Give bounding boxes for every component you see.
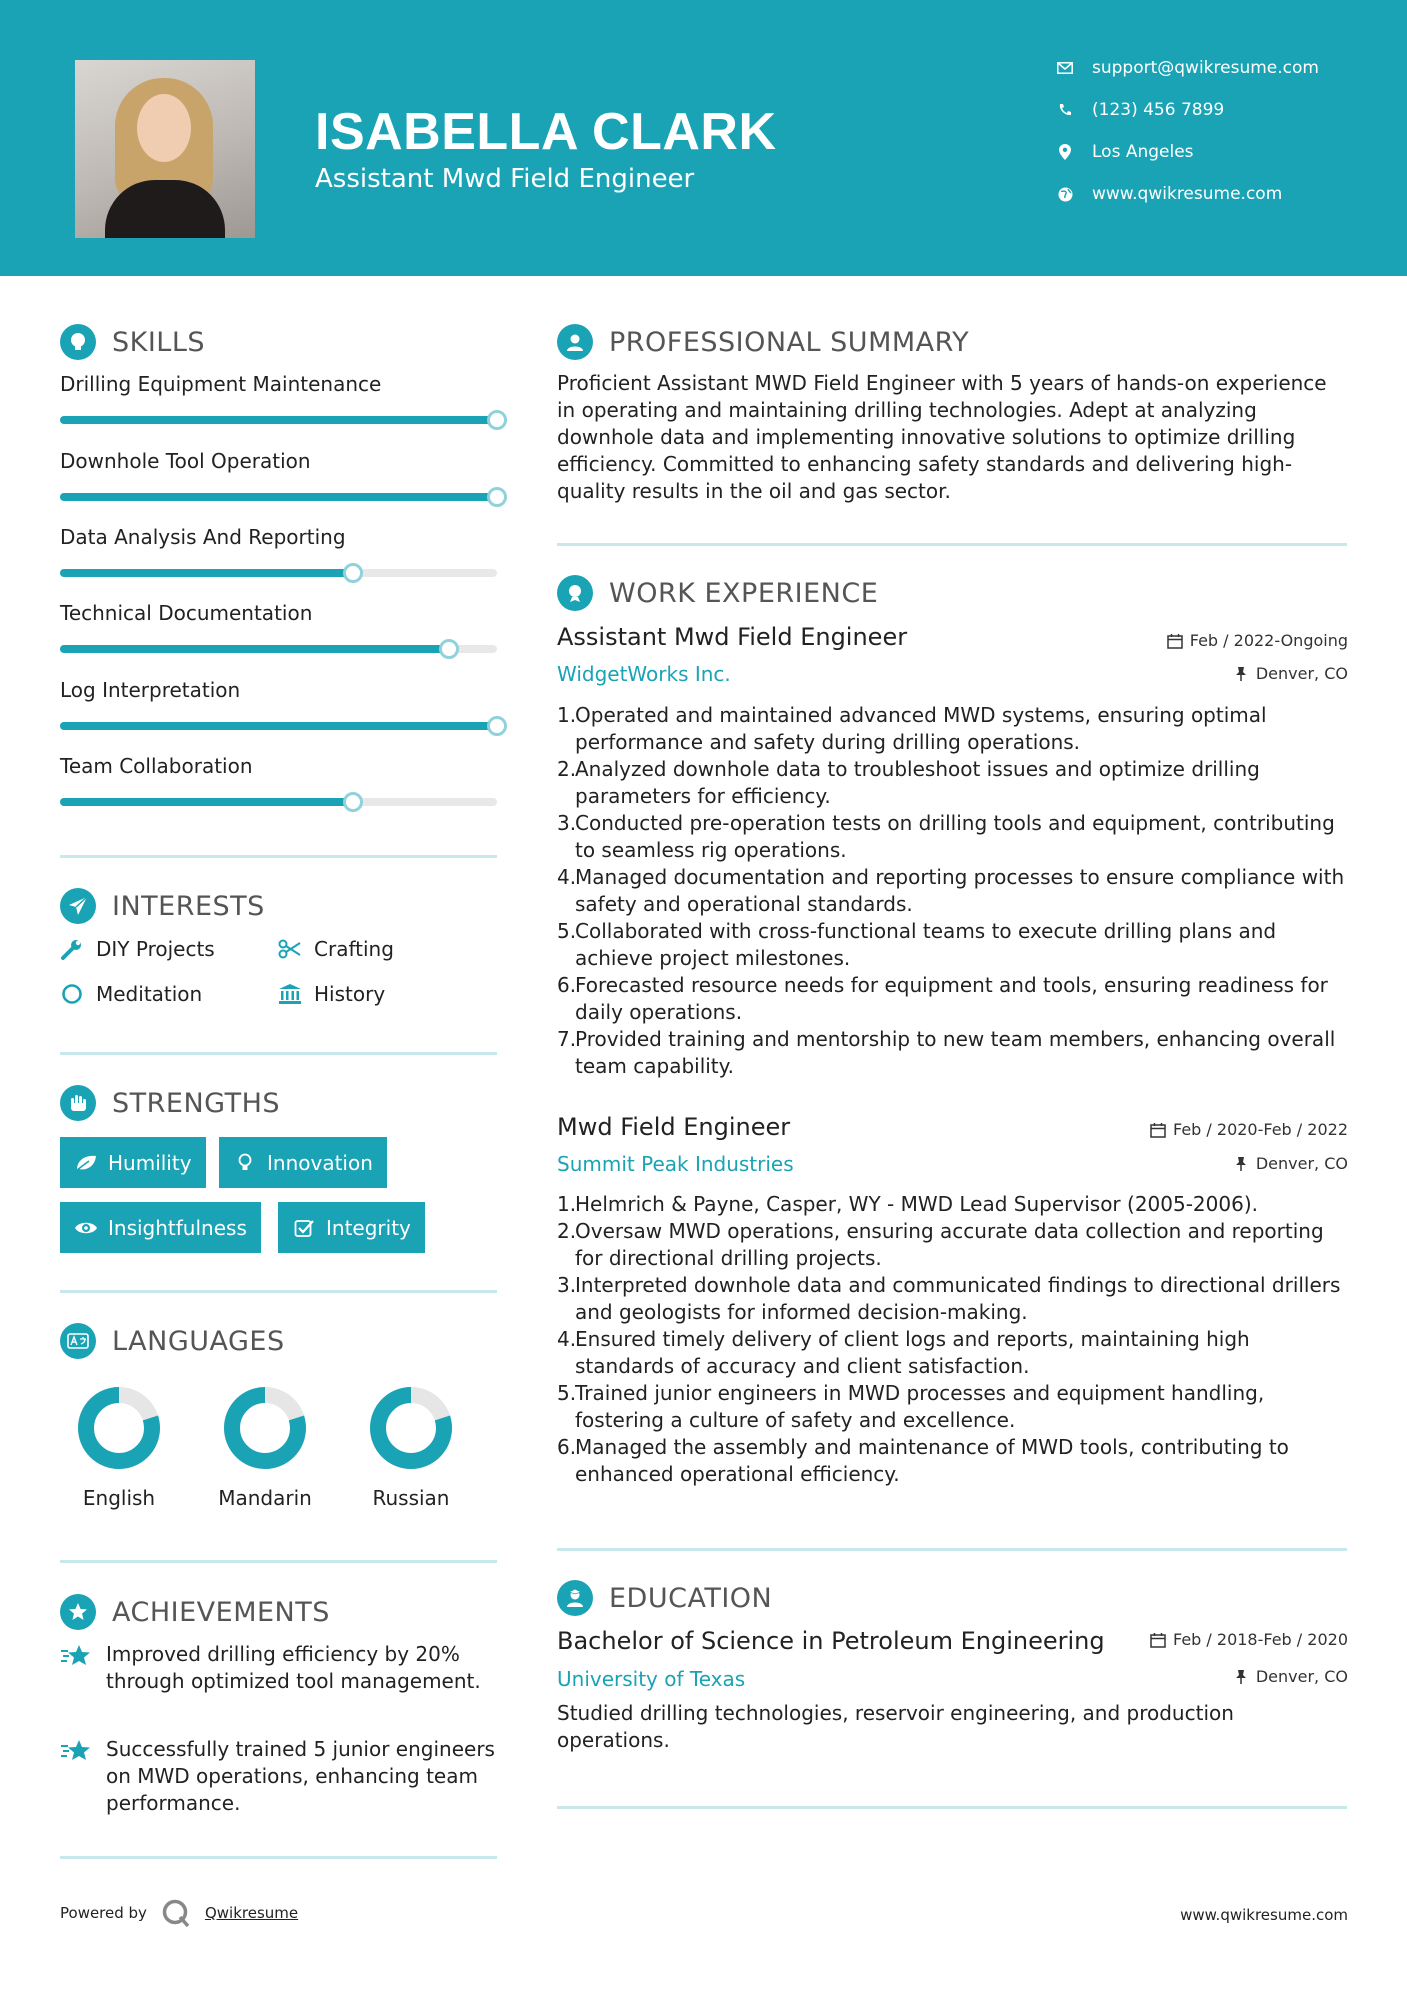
- education-location: [1232, 1667, 1348, 1686]
- graduation-icon: [557, 1580, 593, 1616]
- interests-heading-text: INTERESTS: [112, 890, 265, 922]
- language-item: [205, 1384, 325, 1510]
- skill-bar: [60, 722, 497, 730]
- achievement-item: [60, 1736, 500, 1817]
- list-item: 3. Interpreted downhole data and communicated findings to directional drillers and geologists for informed decision-making.: [557, 1273, 1341, 1324]
- strength-label: Insightfulness: [108, 1215, 247, 1240]
- job-location: [1232, 664, 1348, 683]
- interests-heading: [60, 888, 265, 924]
- section-divider: [60, 855, 497, 858]
- skill-label: Log Interpretation: [60, 678, 241, 702]
- list-item: 4. Managed documentation and reporting processes to ensure compliance with safety and operational standards.: [557, 865, 1345, 916]
- lightbulb-icon: [60, 324, 96, 360]
- skills-heading: [60, 324, 205, 360]
- experience-heading: [557, 575, 878, 611]
- job-title: Assistant Mwd Field Engineer: [557, 623, 908, 651]
- languages-heading: [60, 1323, 285, 1359]
- language-donut: [75, 1384, 163, 1472]
- job-dates-text: Feb / 2022-Ongoing: [1189, 631, 1348, 650]
- language-label: Mandarin: [218, 1486, 312, 1510]
- candidate-title: Assistant Mwd Field Engineer: [315, 164, 695, 194]
- job-location-text: Denver, CO: [1255, 664, 1348, 683]
- skill-bar: [60, 645, 497, 653]
- job-company: WidgetWorks Inc.: [557, 662, 731, 686]
- hand-icon: [60, 1085, 96, 1121]
- experience-heading-text: WORK EXPERIENCE: [609, 577, 879, 609]
- language-label: Russian: [372, 1486, 450, 1510]
- summary-heading: [557, 324, 969, 360]
- section-divider: [60, 1052, 497, 1055]
- achievement-item: [60, 1641, 500, 1695]
- achievements-heading: [60, 1594, 330, 1630]
- section-divider: [60, 1290, 497, 1293]
- list-item: 6. Forecasted resource needs for equipment and tools, ensuring readiness for daily operations.: [557, 973, 1328, 1024]
- candidate-name: ISABELLA CLARK: [315, 103, 777, 161]
- list-item: 4. Ensured timely delivery of client logs and reports, maintaining high standards of accuracy and client satisfaction.: [557, 1327, 1250, 1378]
- skill-label: Data Analysis And Reporting: [60, 525, 346, 549]
- section-divider: [557, 1548, 1347, 1551]
- lightbulb-icon: [233, 1151, 257, 1175]
- interest-label: Crafting: [314, 937, 394, 961]
- strength-tag: [219, 1137, 387, 1188]
- interest-label: Meditation: [96, 982, 203, 1006]
- interest-item: [278, 982, 385, 1006]
- strength-tag: [60, 1137, 206, 1188]
- contact-phone[interactable]: [1054, 100, 1374, 120]
- list-item: 1. Helmrich & Payne, Casper, WY - MWD Lead Supervisor (2005-2006).: [557, 1192, 1258, 1216]
- contact-location: [1054, 142, 1374, 162]
- language-item: [59, 1384, 179, 1510]
- footer-powered-by: [60, 1898, 298, 1928]
- achievements-heading-text: ACHIEVEMENTS: [112, 1596, 330, 1628]
- education-location-text: Denver, CO: [1255, 1667, 1348, 1686]
- language-donut: [221, 1384, 309, 1472]
- interest-item: [278, 937, 394, 961]
- achievement-text: Successfully trained 5 junior engineers on MWD operations, enhancing team performance.: [106, 1737, 495, 1815]
- envelope-icon: [1054, 58, 1076, 78]
- list-item: 5. Trained junior engineers in MWD processes and equipment handling, fostering a culture of safety and excellence.: [557, 1381, 1265, 1432]
- language-item: [351, 1384, 471, 1510]
- calendar-icon: [1166, 632, 1184, 650]
- list-item: 1. Operated and maintained advanced MWD systems, ensuring optimal performance and safety during drilling operations.: [557, 703, 1267, 754]
- job-company: Summit Peak Industries: [557, 1152, 794, 1176]
- powered-by-text: Powered by: [60, 1904, 147, 1922]
- wrench-icon: [60, 937, 84, 961]
- strengths-heading-text: STRENGTHS: [112, 1087, 281, 1119]
- scissors-icon: [278, 937, 302, 961]
- map-marker-icon: [1054, 142, 1076, 162]
- globe-icon: [1054, 184, 1076, 204]
- skill-bar: [60, 416, 497, 424]
- job-bullets: [557, 1191, 1347, 1488]
- contact-email-text: support@qwikresume.com: [1092, 58, 1319, 78]
- qwikresume-link[interactable]: Qwikresume: [204, 1904, 299, 1922]
- languages-heading-text: LANGUAGES: [112, 1325, 285, 1357]
- section-divider: [60, 1856, 497, 1859]
- list-item: 3. Conducted pre-operation tests on drilling tools and equipment, contributing to seamless rig operations.: [557, 811, 1335, 862]
- contact-website[interactable]: [1054, 184, 1374, 204]
- strength-tag: [60, 1202, 261, 1253]
- pushpin-icon: [1232, 1155, 1250, 1173]
- interest-item: [60, 937, 215, 961]
- list-item: 6. Managed the assembly and maintenance of MWD tools, contributing to enhanced operational efficiency.: [557, 1435, 1289, 1486]
- star-icon: [60, 1641, 92, 1673]
- briefcase-icon: [557, 575, 593, 611]
- list-item: 2. Oversaw MWD operations, ensuring accurate data collection and reporting for directional drilling projects.: [557, 1219, 1324, 1270]
- job-dates: [1149, 1120, 1348, 1139]
- section-divider: [60, 1560, 497, 1563]
- list-item: 5. Collaborated with cross-functional teams to execute drilling plans and achieve project milestones.: [557, 919, 1277, 970]
- qwikresume-logo-icon: [161, 1898, 191, 1928]
- strength-label: Integrity: [326, 1215, 411, 1240]
- job-title: Mwd Field Engineer: [557, 1113, 791, 1141]
- bank-icon: [278, 982, 302, 1006]
- skill-bar: [60, 569, 497, 577]
- job-bullets: [557, 702, 1347, 1080]
- strengths-heading: [60, 1085, 280, 1121]
- summary-heading-text: PROFESSIONAL SUMMARY: [609, 326, 970, 358]
- skill-bar: [60, 798, 497, 806]
- education-dates-text: Feb / 2018-Feb / 2020: [1173, 1630, 1348, 1649]
- language-donut: [367, 1384, 455, 1472]
- section-divider: [557, 1806, 1347, 1809]
- list-item: 7. Provided training and mentorship to new team members, enhancing overall team capability.: [557, 1027, 1336, 1078]
- summary-text: Proficient Assistant MWD Field Engineer with 5 years of hands-on experience in operating and maintaining drilling technologies. Adept at analyzing downhole data and implementing innovative solutions to optimize drilling efficiency. Committed to enhancing safety standards and delivering high-quality results in the oil and gas sector.: [557, 371, 1327, 503]
- job-location: [1232, 1154, 1348, 1173]
- star-badge-icon: [60, 1594, 96, 1630]
- strength-tag: [278, 1202, 425, 1253]
- resume-header: [0, 0, 1407, 276]
- pushpin-icon: [1232, 665, 1250, 683]
- skill-label: Team Collaboration: [60, 754, 253, 778]
- calendar-icon: [1149, 1121, 1167, 1139]
- skill-label: Downhole Tool Operation: [60, 449, 311, 473]
- list-item: 2. Analyzed downhole data to troubleshoot issues and optimize drilling parameters for efficiency.: [557, 757, 1260, 808]
- phone-icon: [1054, 100, 1076, 120]
- job-location-text: Denver, CO: [1255, 1154, 1348, 1173]
- star-icon: [60, 1736, 92, 1768]
- school-name: University of Texas: [557, 1667, 746, 1691]
- check-square-icon: [292, 1216, 316, 1240]
- strength-label: Humility: [108, 1150, 192, 1175]
- education-heading-text: EDUCATION: [609, 1582, 773, 1614]
- interest-label: History: [314, 982, 386, 1006]
- paper-plane-icon: [60, 888, 96, 924]
- achievement-text: Improved drilling efficiency by 20% through optimized tool management.: [106, 1642, 481, 1693]
- language-icon: [60, 1323, 96, 1359]
- contact-website-text: www.qwikresume.com: [1092, 184, 1283, 204]
- skill-bar: [60, 493, 497, 501]
- user-icon: [557, 324, 593, 360]
- job-dates-text: Feb / 2020-Feb / 2022: [1173, 1120, 1348, 1139]
- calendar-icon: [1149, 1631, 1167, 1649]
- contact-location-text: Los Angeles: [1092, 142, 1194, 162]
- leaf-icon: [74, 1151, 98, 1175]
- eye-icon: [74, 1216, 98, 1240]
- education-dates: [1149, 1630, 1348, 1649]
- skill-label: Technical Documentation: [60, 601, 313, 625]
- section-divider: [557, 543, 1347, 546]
- circle-icon: [60, 982, 84, 1006]
- education-description: Studied drilling technologies, reservoir engineering, and production operations.: [557, 1701, 1234, 1752]
- interest-label: DIY Projects: [96, 937, 215, 961]
- contact-phone-text: (123) 456 7899: [1092, 100, 1225, 120]
- skill-label: Drilling Equipment Maintenance: [60, 372, 382, 396]
- language-label: English: [82, 1486, 156, 1510]
- skills-heading-text: SKILLS: [112, 326, 206, 358]
- profile-photo: [75, 60, 255, 238]
- pushpin-icon: [1232, 1668, 1250, 1686]
- degree-title: Bachelor of Science in Petroleum Engineering: [557, 1627, 1105, 1655]
- job-dates: [1166, 631, 1348, 650]
- interest-item: [60, 982, 202, 1006]
- contact-email[interactable]: [1054, 58, 1374, 78]
- education-heading: [557, 1580, 772, 1616]
- footer-website[interactable]: www.qwikresume.com: [1180, 1906, 1348, 1924]
- strength-label: Innovation: [267, 1150, 373, 1175]
